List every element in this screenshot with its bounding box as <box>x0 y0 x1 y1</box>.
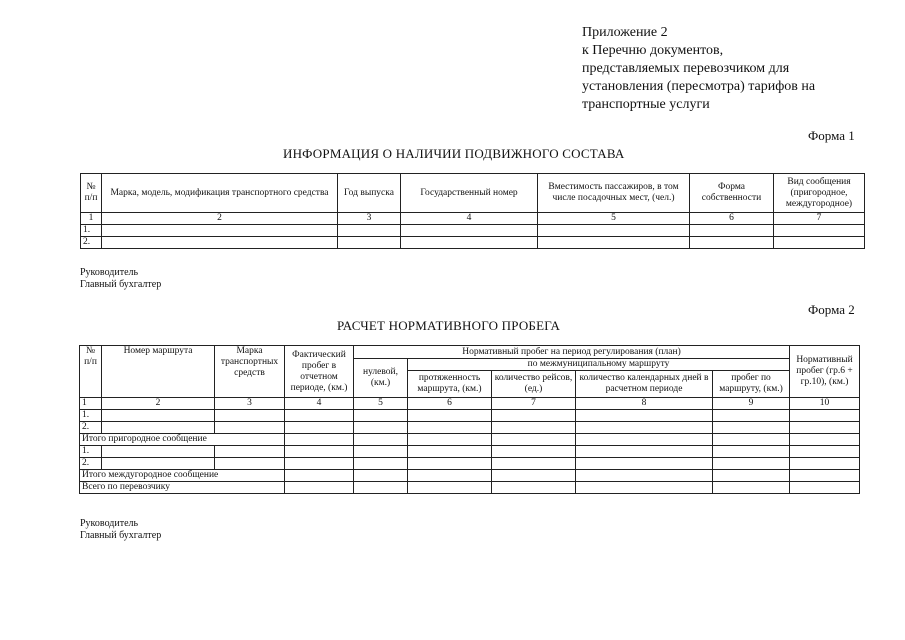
table-cell[interactable] <box>576 434 713 446</box>
table-cell[interactable] <box>492 470 576 482</box>
table-cell[interactable] <box>576 422 713 434</box>
table-cell[interactable] <box>690 225 774 237</box>
table-cell[interactable] <box>713 470 790 482</box>
table-cell[interactable] <box>354 434 408 446</box>
table-cell[interactable] <box>713 446 790 458</box>
signature-director: Руководитель <box>80 267 139 278</box>
table-cell[interactable] <box>102 410 215 422</box>
col-number: 7 <box>492 398 576 410</box>
table-cell[interactable] <box>790 410 860 422</box>
col-number: 4 <box>285 398 354 410</box>
rolling-stock-table <box>80 173 865 249</box>
table-cell[interactable] <box>285 446 354 458</box>
col-number: 6 <box>690 213 774 225</box>
table-cell[interactable] <box>285 434 354 446</box>
table-cell[interactable] <box>102 237 338 249</box>
subtotal-suburban-label: Итого пригородное сообщение <box>80 434 285 446</box>
table-cell[interactable] <box>538 237 690 249</box>
table-cell[interactable] <box>713 422 790 434</box>
form1-signatures <box>80 267 161 291</box>
subtotal-row <box>80 434 860 446</box>
col-number: 5 <box>354 398 408 410</box>
col-number: 9 <box>713 398 790 410</box>
row-number: 1. <box>81 225 102 237</box>
appendix-line: Приложение 2 <box>582 25 668 40</box>
table-row <box>80 458 860 470</box>
table-cell[interactable] <box>576 470 713 482</box>
table-cell[interactable] <box>285 482 354 494</box>
table-cell[interactable] <box>790 470 860 482</box>
table-cell[interactable] <box>576 446 713 458</box>
header-cell: Марка, модель, модификация транспортного средства <box>102 174 338 213</box>
col-number: 8 <box>576 398 713 410</box>
table-cell[interactable] <box>285 470 354 482</box>
appendix-line: к Перечню документов, <box>582 43 724 58</box>
form1-title: ИНФОРМАЦИЯ О НАЛИЧИИ ПОДВИЖНОГО СОСТАВА <box>283 146 625 161</box>
table-cell[interactable] <box>354 458 408 470</box>
col-number: 4 <box>401 213 538 225</box>
appendix-line: представляемых перевозчиком для <box>582 61 790 76</box>
row-number: 1. <box>80 410 102 422</box>
table-cell[interactable] <box>338 237 401 249</box>
header-cell: Государственный номер <box>401 174 538 213</box>
table-cell[interactable] <box>215 422 285 434</box>
table-row <box>80 446 860 458</box>
header-num: № п/п <box>80 346 102 398</box>
table-cell[interactable] <box>690 237 774 249</box>
form1-label: Форма 1 <box>808 128 855 143</box>
form2-label: Форма 2 <box>808 302 855 317</box>
table-cell[interactable] <box>790 446 860 458</box>
total-row <box>80 482 860 494</box>
col-number: 3 <box>338 213 401 225</box>
header-cell: № п/п <box>81 174 102 213</box>
col-number: 6 <box>408 398 492 410</box>
col-number: 7 <box>774 213 865 225</box>
col-number: 5 <box>538 213 690 225</box>
table-row <box>80 410 860 422</box>
signature-accountant: Главный бухгалтер <box>80 530 162 541</box>
table-cell[interactable] <box>408 434 492 446</box>
col-number: 1 <box>80 398 102 410</box>
table-row <box>81 225 865 237</box>
header-cell: Вид сообщения (пригородное, междугородное) <box>774 174 865 213</box>
table-cell[interactable] <box>354 446 408 458</box>
table-cell[interactable] <box>774 237 865 249</box>
table-cell[interactable] <box>354 410 408 422</box>
subtotal-row <box>80 470 860 482</box>
table-cell[interactable] <box>492 422 576 434</box>
header-brand: Марка транспортных средств <box>215 346 285 398</box>
subtotal-intercity-label: Итого междугородное сообщение <box>80 470 285 482</box>
table-cell[interactable] <box>102 458 215 470</box>
appendix-line: установления (пересмотра) тарифов на <box>582 79 816 94</box>
table-cell[interactable] <box>790 482 860 494</box>
table-cell[interactable] <box>790 422 860 434</box>
table-cell[interactable] <box>492 446 576 458</box>
row-number: 1. <box>80 446 102 458</box>
row-number: 2. <box>81 237 102 249</box>
table-cell[interactable] <box>401 225 538 237</box>
header-total: Нормативный пробег (гр.6 + гр.10), (км.) <box>790 346 860 398</box>
table-cell[interactable] <box>102 422 215 434</box>
header-normative-group: Нормативный пробег на период регулирования (план) <box>354 346 790 359</box>
header-route-mileage: пробег по маршруту, (км.) <box>713 371 790 398</box>
table-cell[interactable] <box>102 225 338 237</box>
col-number: 10 <box>790 398 860 410</box>
table-cell[interactable] <box>492 482 576 494</box>
signature-accountant: Главный бухгалтер <box>80 279 162 290</box>
row-number: 2. <box>80 422 102 434</box>
table-cell[interactable] <box>354 482 408 494</box>
table-cell[interactable] <box>285 458 354 470</box>
header-trips: количество рейсов, (ед.) <box>492 371 576 398</box>
header-actual: Фактический пробег в отчетном периоде, (км.) <box>285 346 354 398</box>
table-cell[interactable] <box>713 458 790 470</box>
table-cell[interactable] <box>576 458 713 470</box>
table-cell[interactable] <box>790 458 860 470</box>
table-cell[interactable] <box>492 458 576 470</box>
table-cell[interactable] <box>408 410 492 422</box>
table-cell[interactable] <box>354 422 408 434</box>
header-zero: нулевой, (км.) <box>354 359 408 398</box>
table-cell[interactable] <box>713 410 790 422</box>
header-route: Номер маршрута <box>102 346 215 398</box>
table-cell[interactable] <box>408 482 492 494</box>
row-number: 2. <box>80 458 102 470</box>
table-cell[interactable] <box>408 422 492 434</box>
table-cell[interactable] <box>285 422 354 434</box>
table-cell[interactable] <box>576 482 713 494</box>
table-cell[interactable] <box>790 434 860 446</box>
appendix-header <box>582 24 882 114</box>
normative-mileage-table <box>79 345 860 494</box>
table-cell[interactable] <box>774 225 865 237</box>
table-cell[interactable] <box>713 434 790 446</box>
table-cell[interactable] <box>408 470 492 482</box>
table-cell[interactable] <box>492 434 576 446</box>
form2-title: РАСЧЕТ НОРМАТИВНОГО ПРОБЕГА <box>337 318 561 333</box>
table-cell[interactable] <box>338 225 401 237</box>
signature-director: Руководитель <box>80 518 139 529</box>
table-cell[interactable] <box>576 410 713 422</box>
header-cell: Год выпуска <box>338 174 401 213</box>
col-number: 2 <box>102 213 338 225</box>
col-number: 3 <box>215 398 285 410</box>
header-days: количество календарных дней в расчетном периоде <box>576 371 713 398</box>
form2-signatures <box>80 518 161 542</box>
col-number: 1 <box>81 213 102 225</box>
table-cell[interactable] <box>102 446 215 458</box>
table-cell[interactable] <box>215 410 285 422</box>
table-cell[interactable] <box>492 410 576 422</box>
appendix-line: транспортные услуги <box>582 97 710 112</box>
total-carrier-label: Всего по перевозчику <box>80 482 285 494</box>
table-cell[interactable] <box>354 470 408 482</box>
table-cell[interactable] <box>713 482 790 494</box>
header-length: протяженность маршрута, (км.) <box>408 371 492 398</box>
table-row <box>81 237 865 249</box>
table-cell[interactable] <box>401 237 538 249</box>
col-number: 2 <box>102 398 215 410</box>
table-cell[interactable] <box>215 458 285 470</box>
header-cell: Форма собственности <box>690 174 774 213</box>
table-cell[interactable] <box>285 410 354 422</box>
table-cell[interactable] <box>408 446 492 458</box>
table-cell[interactable] <box>408 458 492 470</box>
table-cell[interactable] <box>215 446 285 458</box>
table-cell[interactable] <box>538 225 690 237</box>
header-intermunicipal: по межмуниципальному маршруту <box>408 359 790 371</box>
header-cell: Вместимость пассажиров, в том числе посадочных мест, (чел.) <box>538 174 690 213</box>
table-row <box>80 422 860 434</box>
